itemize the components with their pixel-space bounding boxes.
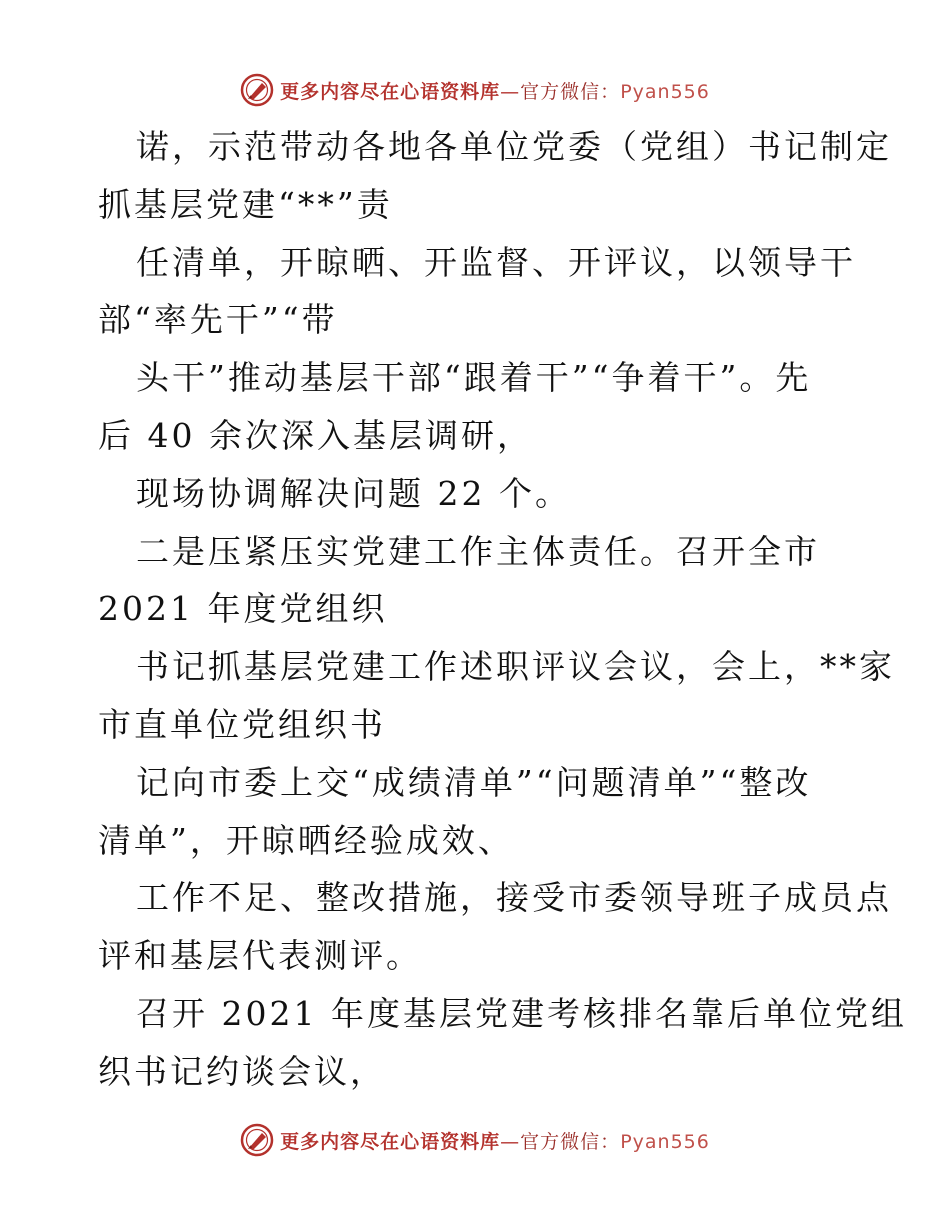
pen-nib-logo-icon (240, 1123, 274, 1157)
text-line: 二是压紧压实党建工作主体责任。召开全市 (136, 531, 820, 571)
banner-wechat-id: Pyan556 (620, 80, 710, 103)
text-line: 召开 2021 年度基层党建考核排名靠后单位党组 (136, 993, 907, 1033)
text-line: 记向市委上交“成绩清单”“问题清单”“整改 (136, 762, 812, 802)
text-line: 头干”推动基层干部“跟着干”“争着干”。先 (136, 358, 812, 398)
text-line: 评和基层代表测评。 (98, 936, 422, 976)
banner-label: 官方微信： (520, 1130, 621, 1153)
text-line: 抓基层党建“**”责 (98, 184, 393, 224)
banner-main-text: 更多内容尽在心语资料库 (280, 80, 501, 103)
text-line: 部“率先干”“带 (98, 300, 338, 340)
pen-nib-logo-icon (240, 73, 274, 107)
banner-wechat-id: Pyan556 (620, 1130, 710, 1153)
text-line: 织书记约谈会议， (98, 1051, 386, 1091)
banner-main-text: 更多内容尽在心语资料库 (280, 1130, 501, 1153)
banner-dash: — (500, 80, 521, 103)
header-watermark-banner (0, 70, 950, 110)
text-line: 现场协调解决问题 22 个。 (136, 473, 571, 513)
document-body (98, 118, 907, 1101)
footer-watermark-banner (0, 1120, 950, 1160)
banner-dash: — (500, 1130, 521, 1153)
text-line: 清单”，开晾晒经验成效、 (98, 820, 514, 860)
banner-label: 官方微信： (520, 80, 621, 103)
text-line: 后 40 余次深入基层调研， (98, 415, 533, 455)
text-line: 任清单，开晾晒、开监督、开评议，以领导干 (136, 242, 856, 282)
text-line: 2021 年度党组织 (98, 589, 388, 629)
text-line: 诺，示范带动各地各单位党委（党组）书记制定 (136, 127, 892, 166)
text-line: 市直单位党组织书 (98, 704, 386, 744)
text-line: 工作不足、整改措施，接受市委领导班子成员点 (136, 878, 892, 918)
text-line: 书记抓基层党建工作述职评议会议，会上，**家 (136, 647, 895, 687)
